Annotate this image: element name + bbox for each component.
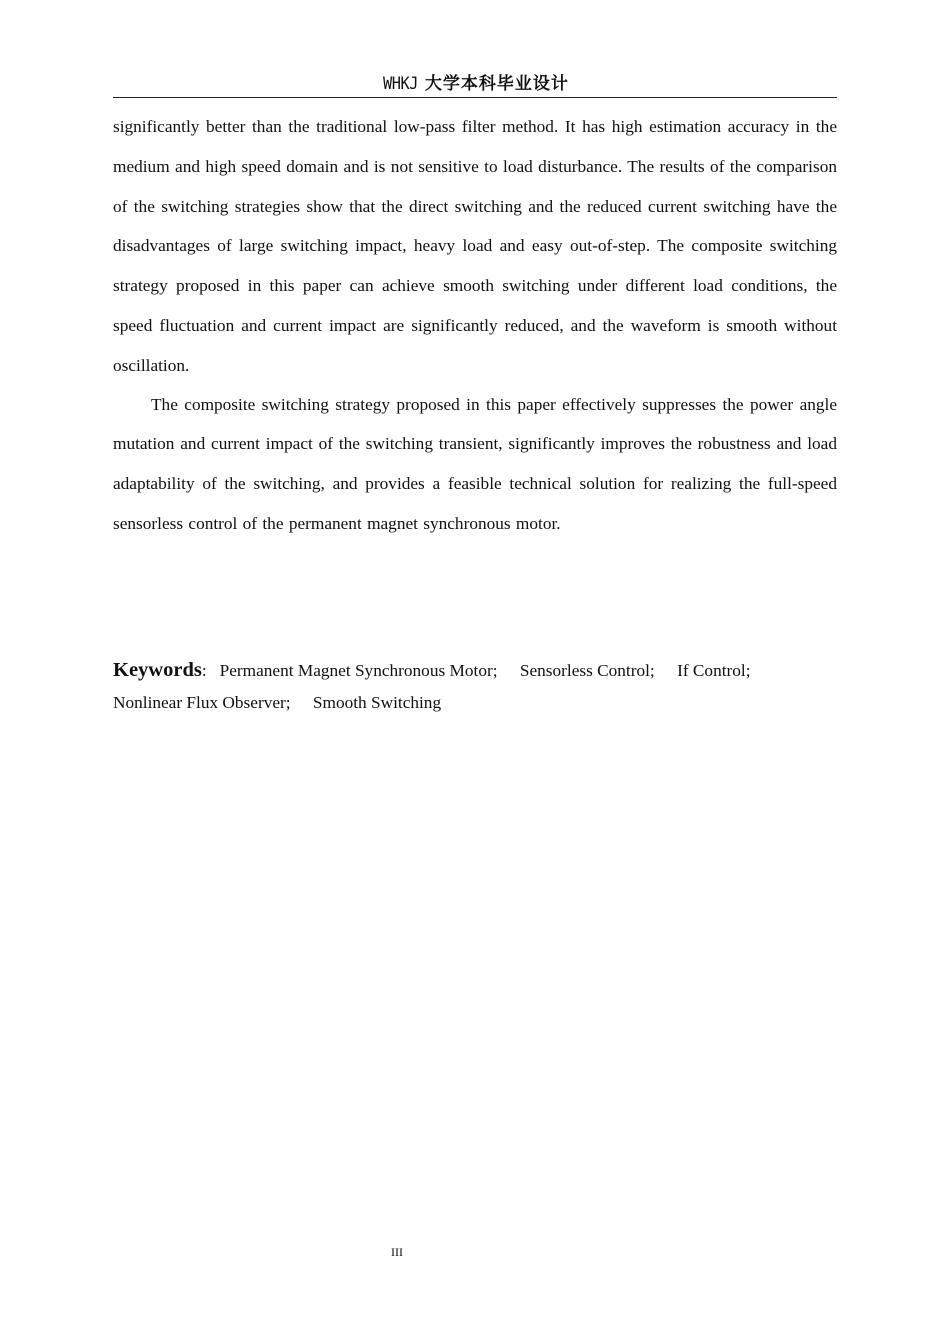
abstract-paragraph-2: The composite switching strategy proposed in this paper effectively suppresses the power angle mutation and current impact of the switching transient, significantly improves the robustness and load adaptability of the switching, and provides a feasible technical solution for realizing the full-speed sensorless control of the permanent magnet synchronous motor. (113, 394, 837, 533)
header-title: 大学本科毕业设计 (424, 74, 569, 94)
keyword-item: If Control; (677, 661, 751, 680)
abstract-paragraph-1: significantly better than the traditional low-pass filter method. It has high estimation accuracy in the medium and high speed domain and is not sensitive to load disturbance. The results of the comparison of the switching strategies show that the direct switching and the reduced current switching have the disadvantages of large switching impact, heavy load and easy out-of-step. The composite switching strategy proposed in this paper can achieve smooth switching under different load conditions, the speed fluctuation and current impact are significantly reduced, and the waveform is smooth without oscillation. (113, 117, 837, 375)
keywords-label: Keywords (113, 659, 202, 681)
keywords-separator: : (201, 661, 207, 680)
keyword-item: Smooth Switching (312, 693, 442, 712)
page-number: III (391, 1245, 403, 1259)
keywords-section (113, 654, 837, 719)
header-org: WHKJ (383, 74, 419, 94)
keyword-item: Permanent Magnet Synchronous Motor; (219, 661, 498, 680)
keyword-item: Sensorless Control; (519, 661, 655, 680)
page-header (113, 70, 837, 98)
keyword-item: Nonlinear Flux Observer; (113, 693, 291, 712)
abstract-body (113, 107, 837, 544)
